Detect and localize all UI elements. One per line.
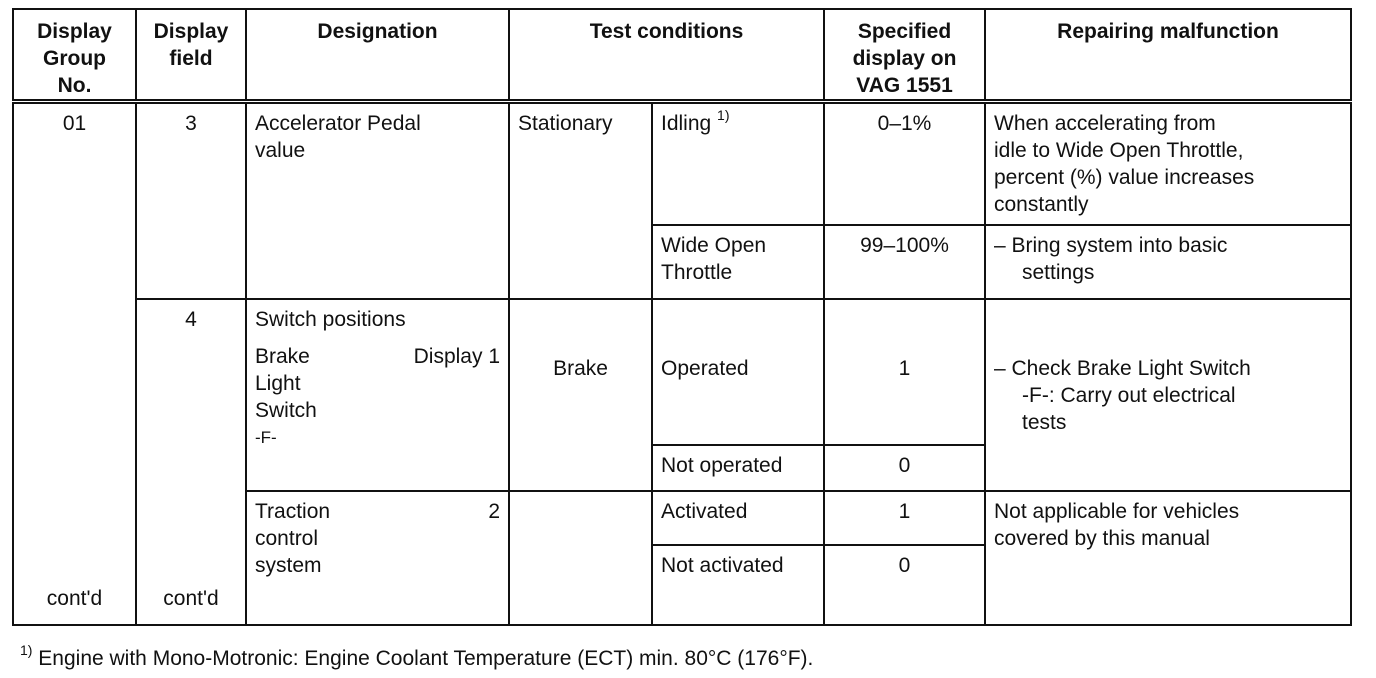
condition-wot: Throttle xyxy=(661,260,733,284)
header-test-conditions: Test conditions xyxy=(509,9,824,102)
repair-text: idle to Wide Open Throttle, xyxy=(994,139,1244,162)
designation-cell-4 xyxy=(246,299,509,491)
header-row xyxy=(13,9,1351,102)
condition-operated: Operated xyxy=(661,356,749,380)
value-operated: 1 xyxy=(898,356,911,380)
repair-traction-cell xyxy=(985,491,1351,625)
footnote-marker: 1) xyxy=(717,107,730,123)
footnote-marker: 1) xyxy=(20,642,33,658)
value-activated: 1 xyxy=(898,499,911,523)
field-number-cell xyxy=(136,299,246,625)
condition-idle-cell xyxy=(652,102,824,225)
designation-brake: Brake xyxy=(255,344,310,368)
footnote xyxy=(20,642,814,671)
condition-brake-cell xyxy=(509,299,652,491)
table-row xyxy=(13,102,1351,225)
value-activated-cell xyxy=(824,491,985,545)
value-not-operated-cell xyxy=(824,445,985,491)
group-number-cell xyxy=(13,102,136,625)
repair-text: – Check Brake Light Switch xyxy=(994,356,1251,380)
traction-display-number: 2 xyxy=(488,499,500,523)
designation-traction: control xyxy=(255,526,319,550)
field-contd: cont'd xyxy=(163,586,219,610)
field-number-3: 3 xyxy=(185,112,197,135)
value-operated-cell xyxy=(824,299,985,445)
value-wot-cell xyxy=(824,225,985,299)
condition-idle: Idling xyxy=(661,112,712,135)
header-display-group: Display Group No. xyxy=(13,9,136,102)
condition-main-cell xyxy=(509,102,652,299)
designation-brake: Switch xyxy=(255,398,317,422)
value-idle: 0–1% xyxy=(877,112,932,135)
condition-wot: Wide Open xyxy=(661,233,767,257)
designation-text: Accelerator Pedal xyxy=(255,112,421,135)
repair-text: When accelerating from xyxy=(994,112,1216,135)
condition-not-activated: Not activated xyxy=(661,553,784,577)
value-wot: 99–100% xyxy=(860,233,949,257)
condition-operated-cell xyxy=(652,299,824,445)
repair-text: tests xyxy=(1022,410,1067,434)
diagnostic-table xyxy=(12,8,1352,626)
designation-text: value xyxy=(255,139,306,162)
header-designation: Designation xyxy=(246,9,509,102)
designation-cell-3 xyxy=(246,102,509,299)
repair-text: constantly xyxy=(994,193,1089,216)
designation-cell-traction xyxy=(246,491,509,625)
value-not-activated-cell xyxy=(824,545,985,625)
field-number-4: 4 xyxy=(185,307,197,331)
group-contd: cont'd xyxy=(46,586,103,610)
repair-text: Not applicable for vehicles xyxy=(994,499,1240,523)
value-not-operated: 0 xyxy=(898,453,911,477)
footnote-text: Engine with Mono-Motronic: Engine Coolant Temperature (ECT) min. 80°C (176°F). xyxy=(38,647,814,670)
condition-wot-cell xyxy=(652,225,824,299)
condition-not-operated: Not operated xyxy=(661,453,783,477)
repair-wot-cell xyxy=(985,225,1351,299)
repair-text: -F-: Carry out electrical xyxy=(1022,383,1236,407)
condition-not-operated-cell xyxy=(652,445,824,491)
group-number: 01 xyxy=(62,112,87,135)
repair-idle-cell xyxy=(985,102,1351,225)
designation-traction: system xyxy=(255,553,322,577)
repair-text: covered by this manual xyxy=(994,526,1210,550)
condition-brake: Brake xyxy=(553,356,608,380)
designation-brake: -F- xyxy=(255,427,277,447)
table-row xyxy=(13,299,1351,445)
condition-activated-cell xyxy=(652,491,824,545)
repair-text: – Bring system into basic xyxy=(994,233,1228,257)
field-number-cell xyxy=(136,102,246,299)
condition-traction-cell xyxy=(509,491,652,625)
repair-brake-cell xyxy=(985,299,1351,491)
header-repairing-malfunction: Repairing malfunction xyxy=(985,9,1351,102)
condition-not-activated-cell xyxy=(652,545,824,625)
designation-brake: Light xyxy=(255,371,301,395)
designation-traction: Traction xyxy=(255,499,331,523)
repair-text: percent (%) value increases xyxy=(994,166,1255,189)
header-specified-display: Specified display on VAG 1551 xyxy=(824,9,985,102)
condition-stationary: Stationary xyxy=(518,112,613,135)
condition-activated: Activated xyxy=(661,499,748,523)
designation-switch-positions: Switch positions xyxy=(255,307,406,331)
brake-display-number: Display 1 xyxy=(413,344,500,368)
value-not-activated: 0 xyxy=(898,553,911,577)
header-display-field: Display field xyxy=(136,9,246,102)
repair-text: settings xyxy=(1022,260,1095,284)
value-idle-cell xyxy=(824,102,985,225)
